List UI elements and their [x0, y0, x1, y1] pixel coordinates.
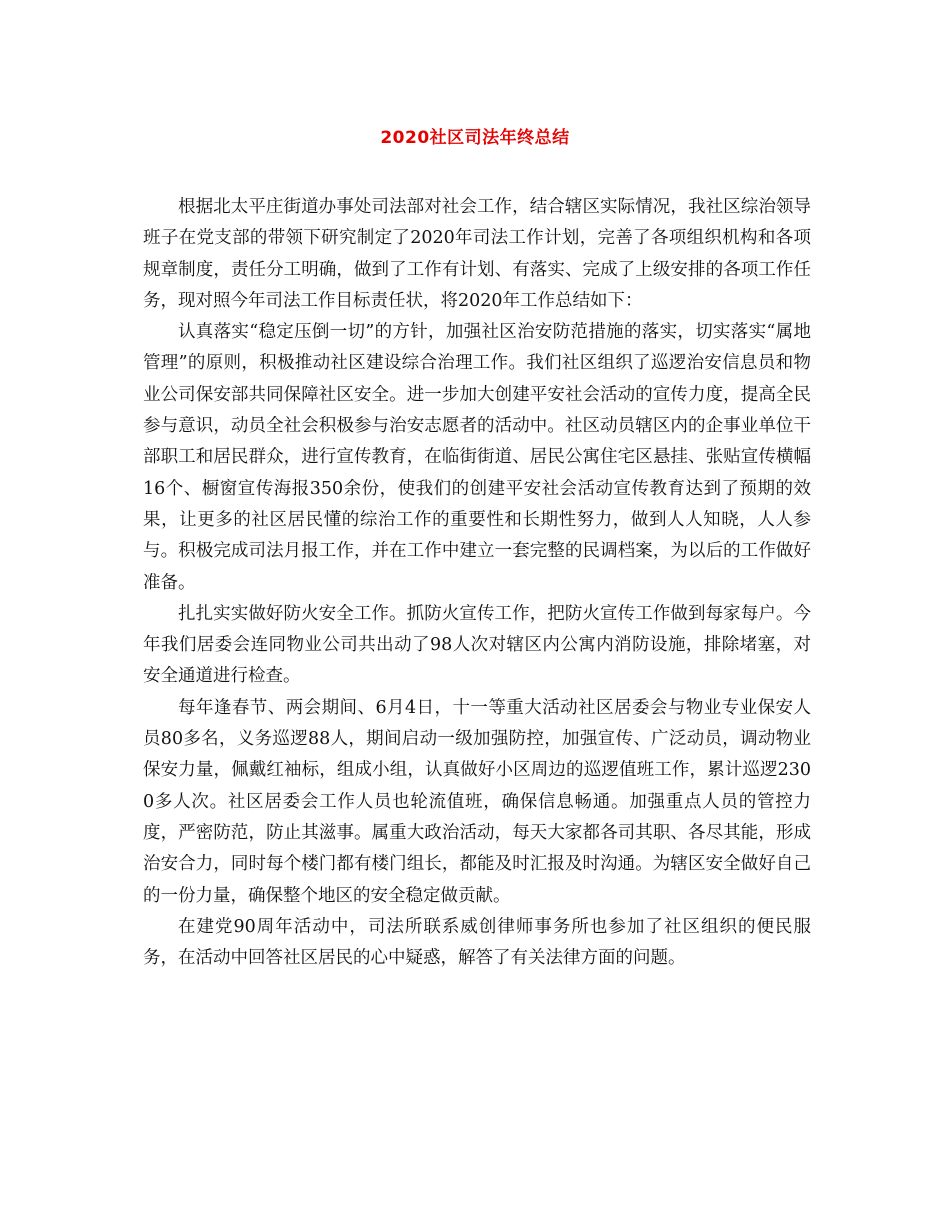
paragraph-4: 每年逢春节、两会期间、6月4日，十一等重大活动社区居委会与物业专业保安人员80多名，义务巡逻88人，期间启动一级加强防控，加强宣传、广泛动员，调动物业保安力量，佩戴红袖标，组成小组，认真做好小区周边的巡逻值班工作，累计巡逻2300多人次。社区居委会工作人员也轮流值班，确保信息畅通。加强重点人员的管控力度，严密防范，防止其滋事。属重大政治活动，每天大家都各司其职、各尽其能，形成治安合力，同时每个楼门都有楼门组长，都能及时汇报及时沟通。为辖区安全做好自己的一份力量，确保整个地区的安全稳定做贡献。 [143, 697, 811, 906]
document-body [143, 192, 811, 974]
document-title: 2020社区司法年终总结 [380, 128, 570, 148]
paragraph-1: 根据北太平庄街道办事处司法部对社会工作，结合辖区实际情况，我社区综治领导班子在党支部的带领下研究制定了2020年司法工作计划，完善了各项组织机构和各项规章制度，责任分工明确，做到了工作有计划、有落实、完成了上级安排的各项工作任务，现对照今年司法工作目标责任状，将2020年工作总结如下： [143, 197, 811, 311]
paragraph-5: 在建党90周年活动中，司法所联系威创律师事务所也参加了社区组织的便民服务，在活动中回答社区居民的心中疑惑，解答了有关法律方面的问题。 [143, 916, 811, 969]
paragraph-3: 扎扎实实做好防火安全工作。抓防火宣传工作，把防火宣传工作做到每家每户。今年我们居委会连同物业公司共出动了98人次对辖区内公寓内消防设施，排除堵塞，对安全通道进行检查。 [143, 603, 811, 687]
paragraph-2: 认真落实“稳定压倒一切”的方针，加强社区治安防范措施的落实，切实落实“属地管理”的原则，积极推动社区建设综合治理工作。我们社区组织了巡逻治安信息员和物业公司保安部共同保障社区安全。进一步加大创建平安社会活动的宣传力度，提高全民参与意识，动员全社会积极参与治安志愿者的活动中。社区动员辖区内的企事业单位干部职工和居民群众，进行宣传教育，在临街街道、居民公寓住宅区悬挂、张贴宣传横幅16个、橱窗宣传海报350余份，使我们的创建平安社会活动宣传教育达到了预期的效果，让更多的社区居民懂的综治工作的重要性和长期性努力，做到人人知晓，人人参与。积极完成司法月报工作，并在工作中建立一套完整的民调档案，为以后的工作做好准备。 [143, 322, 811, 593]
